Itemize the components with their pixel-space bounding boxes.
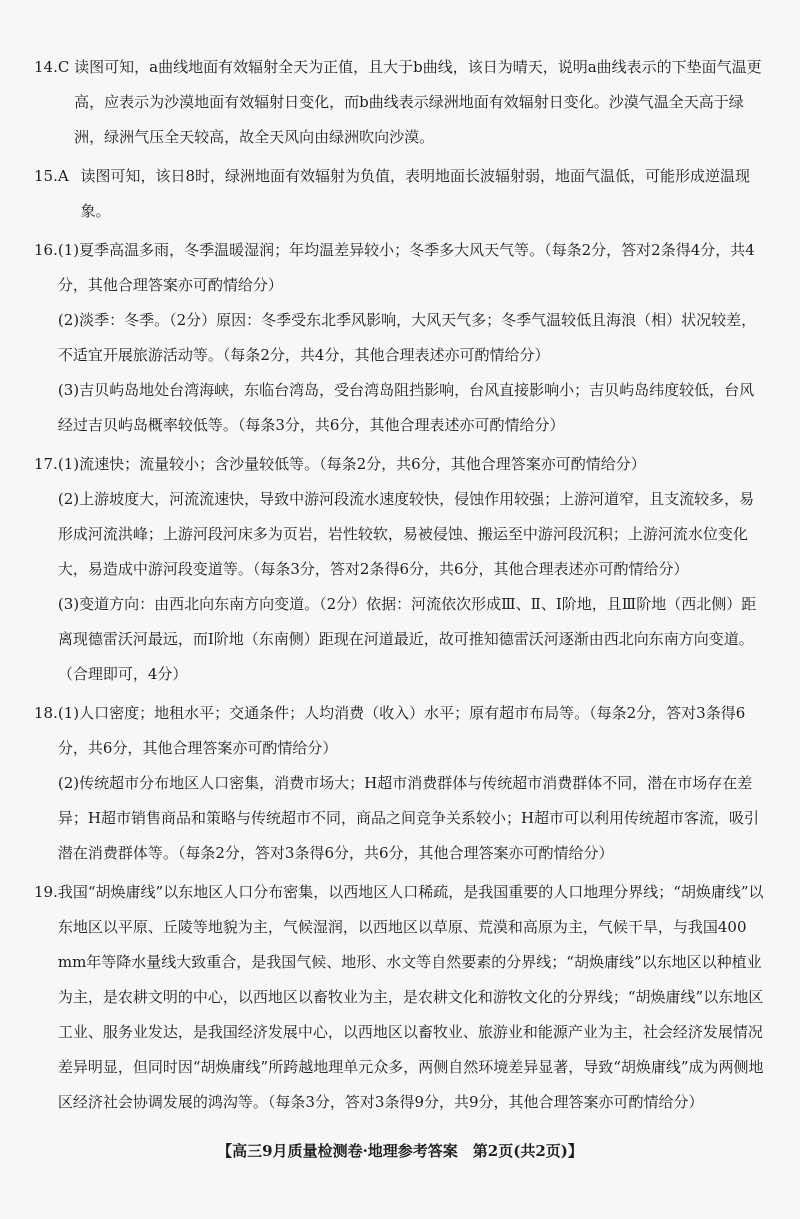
answer-part-3: (3)吉贝屿岛地处台湾海峡，东临台湾岛，受台湾岛阻挡影响，台风直接影响小；吉贝屿岛纬度较低，台风经过吉贝屿岛概率较低等。（每条3分，共6分，其他合理表述亦可酌情给分）	[57, 381, 755, 434]
question-number: 15.A	[34, 167, 69, 185]
answer-17	[34, 447, 766, 692]
answer-part-2: (2)传统超市分布地区人口密集，消费市场大；H超市消费群体与传统超市消费群体不同，潜在市场存在差异；H超市销售商品和策略与传统超市不同，商品之间竞争关系较小；H超市可以利用传统超市客流，吸引潜在消费群体等。（每条2分，答对3条得6分，共6分，其他合理答案亦可酌情给分）	[57, 774, 760, 862]
answer-part-2: (2)上游坡度大，河流流速快，导致中游河段流水速度较快，侵蚀作用较强；上游河道窄，且支流较多，易形成河流洪峰；上游河段河床多为页岩，岩性较软，易被侵蚀、搬运至中游河段沉积；上游河流水位变化大，易造成中游河段变道等。（每条3分，答对2条得6分，共6分，其他合理表述亦可酌情给分）	[57, 490, 755, 578]
answer-part-1: (1)人口密度；地租水平；交通条件；人均消费（收入）水平；原有超市布局等。（每条2分，答对3条得6分，共6分，其他合理答案亦可酌情给分）	[57, 704, 746, 757]
answer-15	[34, 159, 766, 229]
question-number: 18.	[34, 704, 58, 722]
answer-part-3: (3)变道方向：由西北向东南方向变道。（2分）依据：河流依次形成Ⅲ、Ⅱ、Ⅰ阶地，且Ⅲ阶地（西北侧）距离现德雷沃河最远，而Ⅰ阶地（东南侧）距现在河道最近，故可推知德雷沃河逐渐由西北向东南方向变道。（合理即可，4分）	[57, 595, 757, 683]
answer-18	[34, 696, 766, 871]
question-number: 14.C	[34, 58, 70, 76]
answer-part-1: (1)流速快；流量较小；含沙量较低等。（每条2分，共6分，其他合理答案亦可酌情给分）	[57, 455, 646, 473]
page-footer: 【高三9月质量检测卷·地理参考答案 第2页(共2页)】	[217, 1142, 583, 1160]
question-number: 17.	[34, 455, 58, 473]
answer-14	[34, 50, 766, 155]
question-number: 16.	[34, 241, 58, 259]
answer-text: 读图可知，a曲线地面有效辐射全天为正值，且大于b曲线，该日为晴天，说明a曲线表示的下垫面气温更高，应表示为沙漠地面有效辐射日变化，而b曲线表示绿洲地面有效辐射日变化。沙漠气温全天高于绿洲，绿洲气压全天较高，故全天风向由绿洲吹向沙漠。	[74, 58, 762, 146]
answer-19	[34, 875, 766, 1120]
question-number: 19.	[34, 883, 58, 901]
answer-part-2: (2)淡季：冬季。（2分）原因：冬季受东北季风影响，大风天气多；冬季气温较低且海浪（相）状况较差，不适宜开展旅游活动等。（每条2分，共4分，其他合理表述亦可酌情给分）	[57, 311, 757, 364]
answer-text: 读图可知，该日8时，绿洲地面有效辐射为负值，表明地面长波辐射弱，地面气温低，可能形成逆温现象。	[80, 167, 751, 220]
answer-part-1: (1)夏季高温多雨，冬季温暖湿润；年均温差异较小；冬季多大风天气等。（每条2分，答对2条得4分，共4分，其他合理答案亦可酌情给分）	[57, 241, 755, 294]
answer-text: 我国“胡焕庸线”以东地区人口分布密集，以西地区人口稀疏，是我国重要的人口地理分界线；“胡焕庸线”以东地区以平原、丘陵等地貌为主，气候湿润，以西地区以草原、荒漠和高原为主，气候干旱，与我国400 mm年等降水量线大致重合，是我国气候、地形、水文等自然要素的分界线；“胡焕庸线”以东地区以种植业为主，是农耕文明的中心，以西地区以畜牧业为主，是农耕文化和游牧文化的分界线；“胡焕庸线”以东地区工业、服务业发达，是我国经济发展中心，以西地区以畜牧业、旅游业和能源产业为主，社会经济发展情况差异明显，但同时因“胡焕庸线”所跨越地理单元众多，两侧自然环境差异显著，导致“胡焕庸线”成为两侧地区经济社会协调发展的鸿沟等。（每条3分，答对3条得9分，共9分，其他合理答案亦可酌情给分）	[57, 883, 764, 1111]
answer-16	[34, 233, 766, 443]
